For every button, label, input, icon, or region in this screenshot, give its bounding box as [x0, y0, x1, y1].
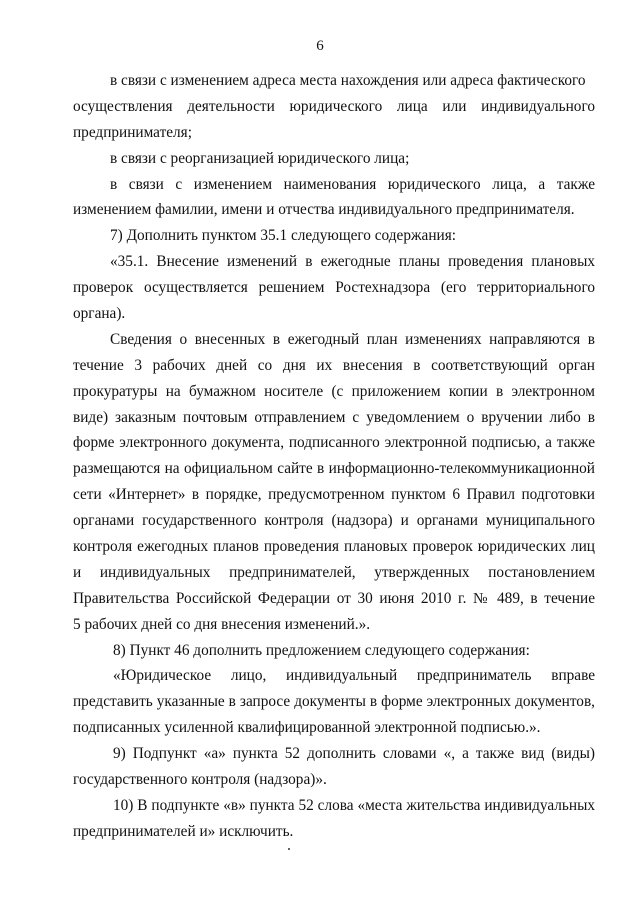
text-line: 9) Подпункт «а» пункта 52 дополнить словами «, а также вид (виды): [113, 745, 595, 763]
text-line: 5 рабочих дней со дня внесения изменений.».: [73, 615, 371, 633]
text-line: изменением фамилии, имени и отчества индивидуального предпринимателя.: [73, 201, 575, 219]
text-line: представить указанные в запросе документы в форме электронных документов,: [73, 693, 595, 711]
text-line: виде) заказным почтовым отправлением с уведомлением о вручении либо в: [73, 408, 595, 426]
text-line: контроля ежегодных планов проведения плановых проверок юридических лиц: [73, 538, 595, 556]
text-line: «Юридическое лицо, индивидуальный предприниматель вправе: [113, 667, 595, 685]
text-line: в связи с изменением наименования юридического лица, а также: [110, 175, 595, 193]
text-line: «35.1. Внесение изменений в ежегодные планы проведения плановых: [110, 253, 595, 271]
page-number: 6: [316, 38, 324, 54]
text-line: органа).: [73, 305, 126, 323]
text-line: Сведения о внесенных в ежегодный план изменениях направляются в: [110, 330, 595, 348]
text-line: осуществления деятельности юридического лица или индивидуального: [73, 97, 595, 115]
text-line: размещаются на официальном сайте в информационно-телекоммуникационной: [73, 460, 595, 478]
text-line: государственного контроля (надзора)».: [73, 771, 327, 789]
text-line: 10) В подпункте «в» пункта 52 слова «места жительства индивидуальных: [113, 796, 595, 814]
text-line: органами государственного контроля (надзора) и органами муниципального: [73, 512, 595, 530]
document-body: [73, 68, 595, 845]
text-line: форме электронного документа, подписанного электронной подписью, а также: [73, 434, 595, 452]
text-line: предпринимателей и» исключить.: [73, 822, 294, 840]
text-line: и индивидуальных предпринимателей, утвержденных постановлением: [73, 563, 595, 581]
text-line: прокуратуры на бумажном носителе (с приложением копии в электронном: [73, 382, 595, 400]
text-line: предпринимателя;: [73, 123, 192, 141]
text-line: 7) Дополнить пунктом 35.1 следующего содержания:: [110, 227, 457, 245]
text-line: в связи с изменением адреса места нахождения или адреса фактического: [110, 72, 586, 89]
text-line: проверок осуществляется решением Ростехнадзора (его территориального: [73, 279, 595, 297]
text-line: в связи с реорганизацией юридического лица;: [110, 149, 410, 167]
text-line: 8) Пункт 46 дополнить предложением следующего содержания:: [113, 641, 530, 659]
text-line: сети «Интернет» в порядке, предусмотренном пунктом 6 Правил подготовки: [73, 486, 595, 504]
text-line: Правительства Российской Федерации от 30 июня 2010 г. № 489, в течение: [73, 589, 595, 607]
text-line: подписанных усиленной квалифицированной электронной подписью.».: [73, 719, 541, 737]
text-line: течение 3 рабочих дней со дня их внесения в соответствующий орган: [73, 356, 595, 374]
scan-speck: [288, 848, 290, 850]
